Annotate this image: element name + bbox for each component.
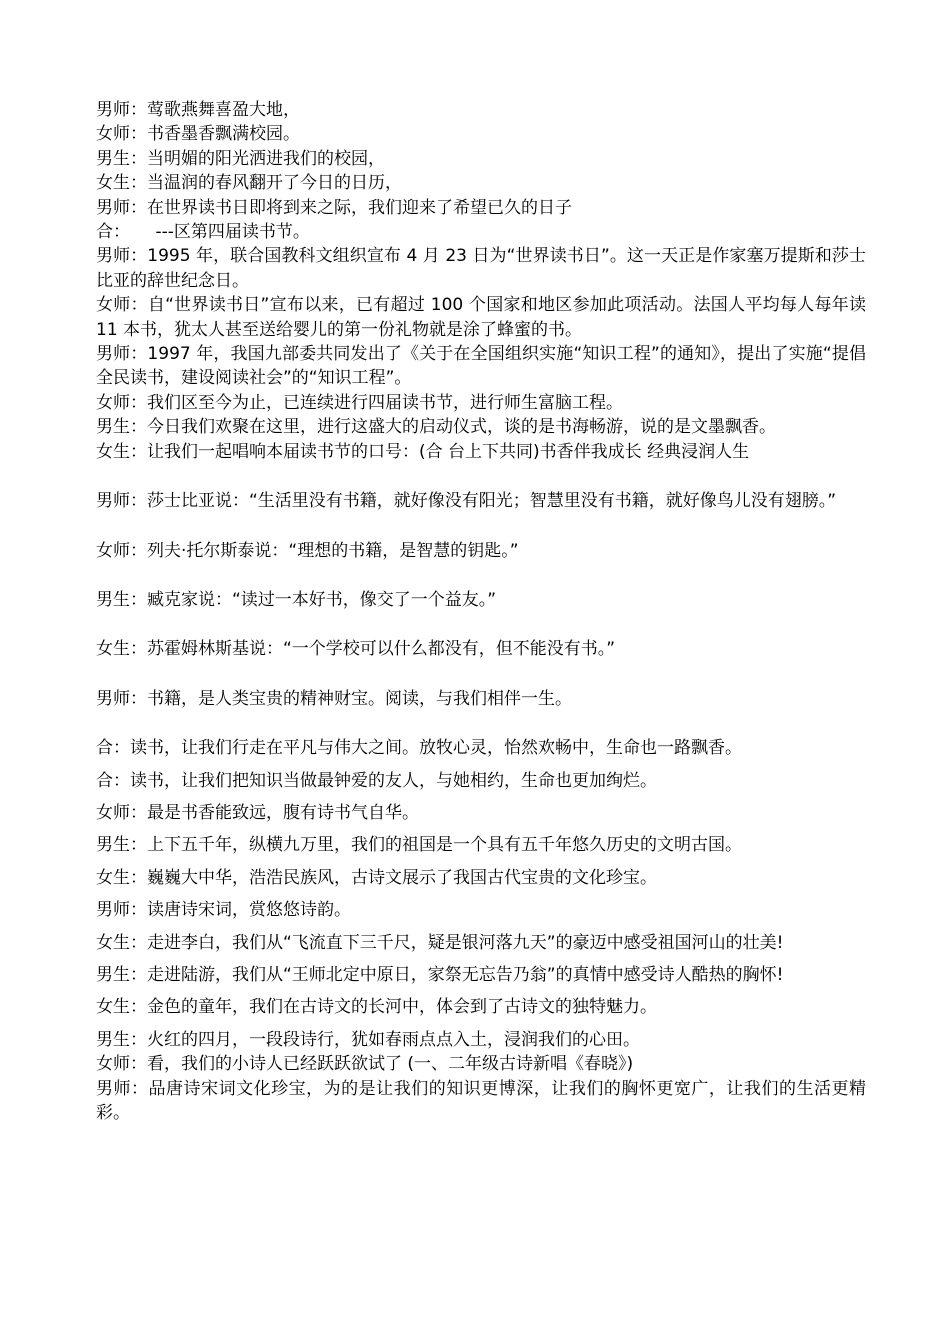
- script-line: 女师：列夫·托尔斯泰说：“理想的书籍，是智慧的钥匙。”: [96, 540, 519, 561]
- script-line: 女生：苏霍姆林斯基说：“一个学校可以什么都没有，但不能没有书。”: [96, 639, 616, 660]
- script-line: 男师：1995 年，联合国教科文组织宣布 4 月 23 日为“世界读书日”。这一天正是作家塞万提斯和莎士比亚的辞世纪念日。: [96, 246, 866, 291]
- script-line: 女生：金色的童年，我们在古诗文的长河中，体会到了古诗文的独特魅力。: [96, 997, 657, 1018]
- script-line: 男师：在世界读书日即将到来之际，我们迎来了希望已久的日子: [96, 197, 572, 218]
- script-line: 男师：莺歌燕舞喜盈大地，: [96, 100, 300, 120]
- script-line: 女生：走进李白，我们从“飞流直下三千尺，疑是银河落九天”的豪迈中感受祖国河山的壮美!: [96, 932, 784, 953]
- script-line: 男生：火红的四月，一段段诗行，犹如春雨点点入土，浸润我们的心田。: [96, 1029, 640, 1050]
- script-line: 男师：1997 年，我国九部委共同发出了《关于在全国组织实施“知识工程”的通知》，提出了实施“提倡全民读书，建设阅读社会”的“知识工程”。: [96, 344, 866, 389]
- script-line: 女师：书香墨香飘满校园。: [96, 124, 300, 145]
- document-page: [96, 98, 866, 1125]
- script-line: 男生：今日我们欢聚在这里，进行这盛大的启动仪式，谈的是书海畅游，说的是文墨飘香。: [96, 417, 776, 438]
- script-line: 男师：品唐诗宋词文化珍宝，为的是让我们的知识更博深，让我们的胸怀更宽广，让我们的生活更精彩。: [96, 1078, 866, 1123]
- script-line: 男生：上下五千年，纵横九万里，我们的祖国是一个具有五千年悠久历史的文明古国。: [96, 835, 742, 856]
- script-line: 女师：我们区至今为止，已连续进行四届读书节，进行师生富脑工程。: [96, 392, 623, 413]
- script-line: 女生：巍巍大中华，浩浩民族风，古诗文展示了我国古代宝贵的文化珍宝。: [96, 867, 657, 888]
- script-line: 女生：当温润的春风翻开了今日的日历，: [96, 173, 402, 194]
- script-line: 男师：书籍，是人类宝贵的精神财宝。阅读，与我们相伴一生。: [96, 688, 572, 709]
- script-line: 男生：臧克家说：“读过一本好书，像交了一个益友。”: [96, 589, 497, 610]
- script-line: 男师：读唐诗宋词，赏悠悠诗韵。: [96, 900, 351, 921]
- script-line: 合：读书，让我们行走在平凡与伟大之间。放牧心灵，怡然欢畅中，生命也一路飘香。: [96, 738, 742, 759]
- script-line: 男生：走进陆游，我们从“王师北定中原日，家祭无忘告乃翁”的真情中感受诗人酷热的胸怀!: [96, 964, 784, 985]
- script-line: 男生：当明媚的阳光洒进我们的校园，: [96, 148, 385, 169]
- script-line: 女生：让我们一起唱响本届读书节的口号：(合 台上下共同)书香伴我成长 经典浸润人生: [96, 441, 750, 462]
- script-line: 合：读书，让我们把知识当做最钟爱的友人，与她相约，生命也更加绚烂。: [96, 770, 657, 791]
- script-line: 女师：看，我们的小诗人已经跃跃欲试了 (一、二年级古诗新唱《春晓》): [96, 1054, 634, 1075]
- script-line: 女师：最是书香能致远，腹有诗书气自华。: [96, 802, 419, 823]
- script-line: 合： ---区第四届读书节。: [96, 222, 310, 243]
- script-line: 女师：自“世界读书日”宣布以来，已有超过 100 个国家和地区参加此项活动。法国人平均每人每年读 11 本书，犹太人甚至送给婴儿的第一份礼物就是涂了蜂蜜的书。: [96, 295, 866, 340]
- script-line: 男师：莎士比亚说：“生活里没有书籍，就好像没有阳光；智慧里没有书籍，就好像鸟儿没有翅膀。”: [96, 491, 837, 512]
